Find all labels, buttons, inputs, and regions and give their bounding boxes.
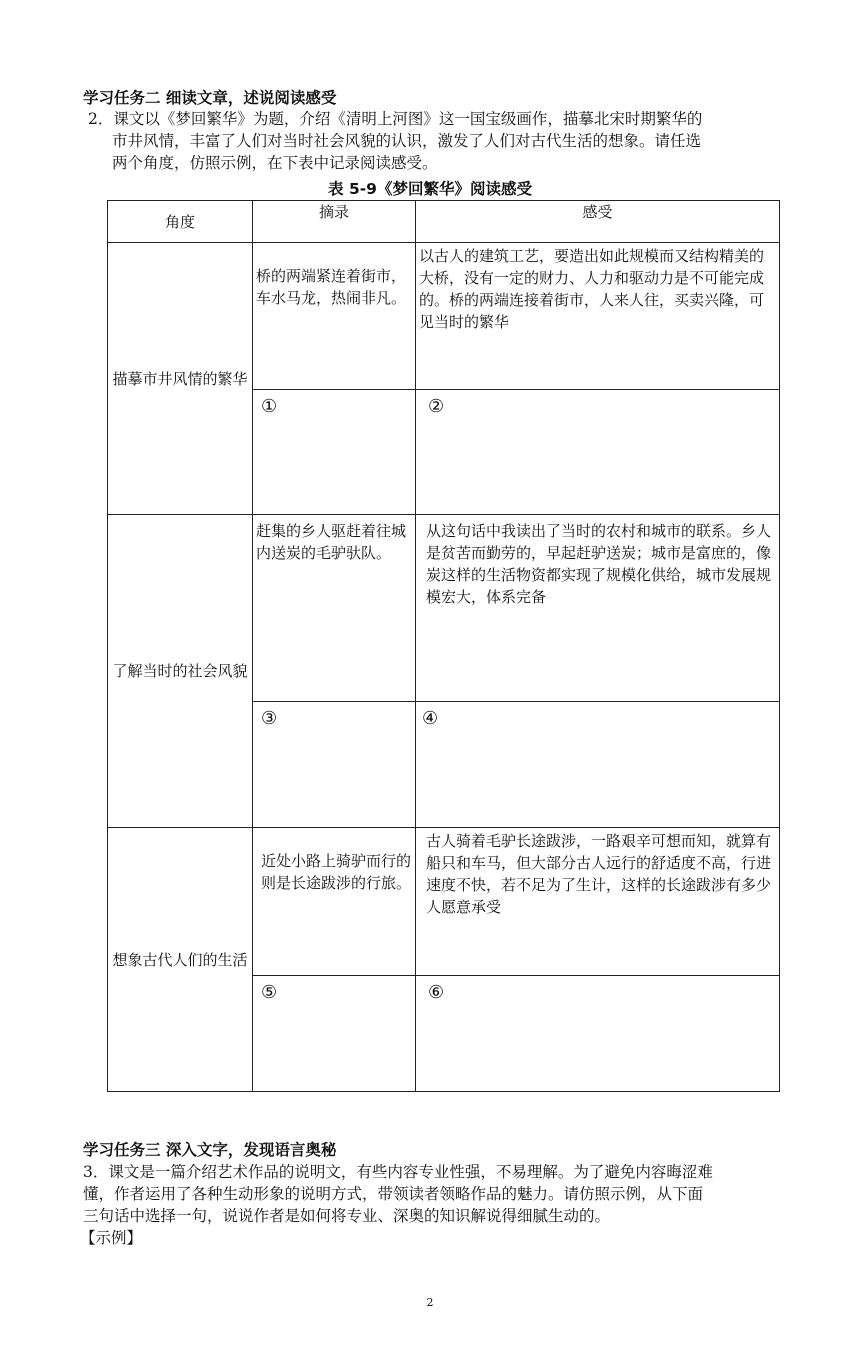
reading-response-table (107, 200, 780, 1092)
table-row (108, 515, 780, 702)
excerpt-text: 赶集的乡人驱赶着往城内送炭的毛驴驮队。 (256, 522, 407, 562)
task2-question-line1: 2．课文以《梦回繁华》为题，介绍《清明上河图》这一国宝级画作，描摹北宋时期繁华的 (88, 110, 703, 128)
feeling-cell (416, 828, 780, 976)
answer-blank-3[interactable] (253, 702, 416, 828)
task3-question-line3: 三句话中选择一句，说说作者是如何将专业、深奥的知识解说得细腻生动的。 (83, 1207, 611, 1225)
header-excerpt: 摘录 (253, 201, 416, 243)
angle-cell (108, 515, 253, 828)
task2-heading: 学习任务二 细读文章，述说阅读感受 (83, 89, 337, 107)
blank-marker-2: ② (428, 396, 445, 417)
answer-blank-2[interactable] (416, 390, 780, 515)
excerpt-text: 桥的两端紧连着街市，车水马龙，热闹非凡。 (256, 267, 407, 307)
angle-text: 想象古代人们的生活 (112, 950, 248, 969)
blank-marker-3: ③ (261, 708, 278, 729)
blank-marker-5: ⑤ (261, 982, 278, 1003)
answer-blank-5[interactable] (253, 976, 416, 1092)
header-angle: 角度 (108, 201, 253, 243)
answer-blank-1[interactable] (253, 390, 416, 515)
task3-question-line2: 懂，作者运用了各种生动形象的说明方式，带领读者领略作品的魅力。请仿照示例，从下面 (83, 1185, 704, 1203)
feeling-cell (416, 243, 780, 390)
page-number: 2 (426, 1296, 434, 1309)
feeling-text: 从这句话中我读出了当时的农村和城市的联系。乡人是贫苦而勤劳的，早起赶驴送炭；城市是富庶的，像炭这样的生活物资都实现了规模化供给，城市发展规模宏大，体系完备 (426, 522, 772, 606)
feeling-text: 古人骑着毛驴长途跋涉，一路艰辛可想而知，就算有船只和车马，但大部分古人远行的舒适度不高，行进速度不快，若不足为了生计，这样的长途跋涉有多少人愿意承受 (426, 832, 772, 916)
excerpt-cell (253, 243, 416, 390)
task3-question-line1: 3．课文是一篇介绍艺术作品的说明文，有些内容专业性强，不易理解。为了避免内容晦涩难 (83, 1163, 713, 1181)
table-row (108, 828, 780, 976)
answer-blank-4[interactable] (416, 702, 780, 828)
task2-question-line2: 市井风情，丰富了人们对当时社会风貌的认识，激发了人们对古代生活的想象。请任选 (112, 132, 702, 150)
table-row (108, 243, 780, 390)
excerpt-cell (253, 515, 416, 702)
header-feeling: 感受 (416, 201, 780, 243)
blank-marker-6: ⑥ (428, 982, 445, 1003)
blank-marker-1: ① (261, 396, 278, 417)
table-header-row (108, 201, 780, 243)
excerpt-text: 近处小路上骑驴而行的则是长途跋涉的行旅。 (261, 852, 412, 892)
angle-text: 了解当时的社会风貌 (112, 662, 248, 680)
angle-cell (108, 828, 253, 1092)
answer-blank-6[interactable] (416, 976, 780, 1092)
blank-marker-4: ④ (422, 708, 439, 729)
angle-cell (108, 243, 253, 515)
task3-heading: 学习任务三 深入文字，发现语言奥秘 (83, 1141, 337, 1159)
task2-question-line3: 两个角度，仿照示例，在下表中记录阅读感受。 (112, 154, 438, 172)
feeling-text: 以古人的建筑工艺，要造出如此规模而又结构精美的大桥，没有一定的财力、人力和驱动力是不可能完成的。桥的两端连接着街市，人来人往，买卖兴隆，可见当时的繁华 (419, 247, 765, 331)
angle-text: 描摹市井风情的繁华 (112, 369, 248, 388)
example-label: 【示例】 (80, 1229, 143, 1247)
table-caption: 表 5-9《梦回繁华》阅读感受 (328, 180, 532, 198)
excerpt-cell (253, 828, 416, 976)
feeling-cell (416, 515, 780, 702)
